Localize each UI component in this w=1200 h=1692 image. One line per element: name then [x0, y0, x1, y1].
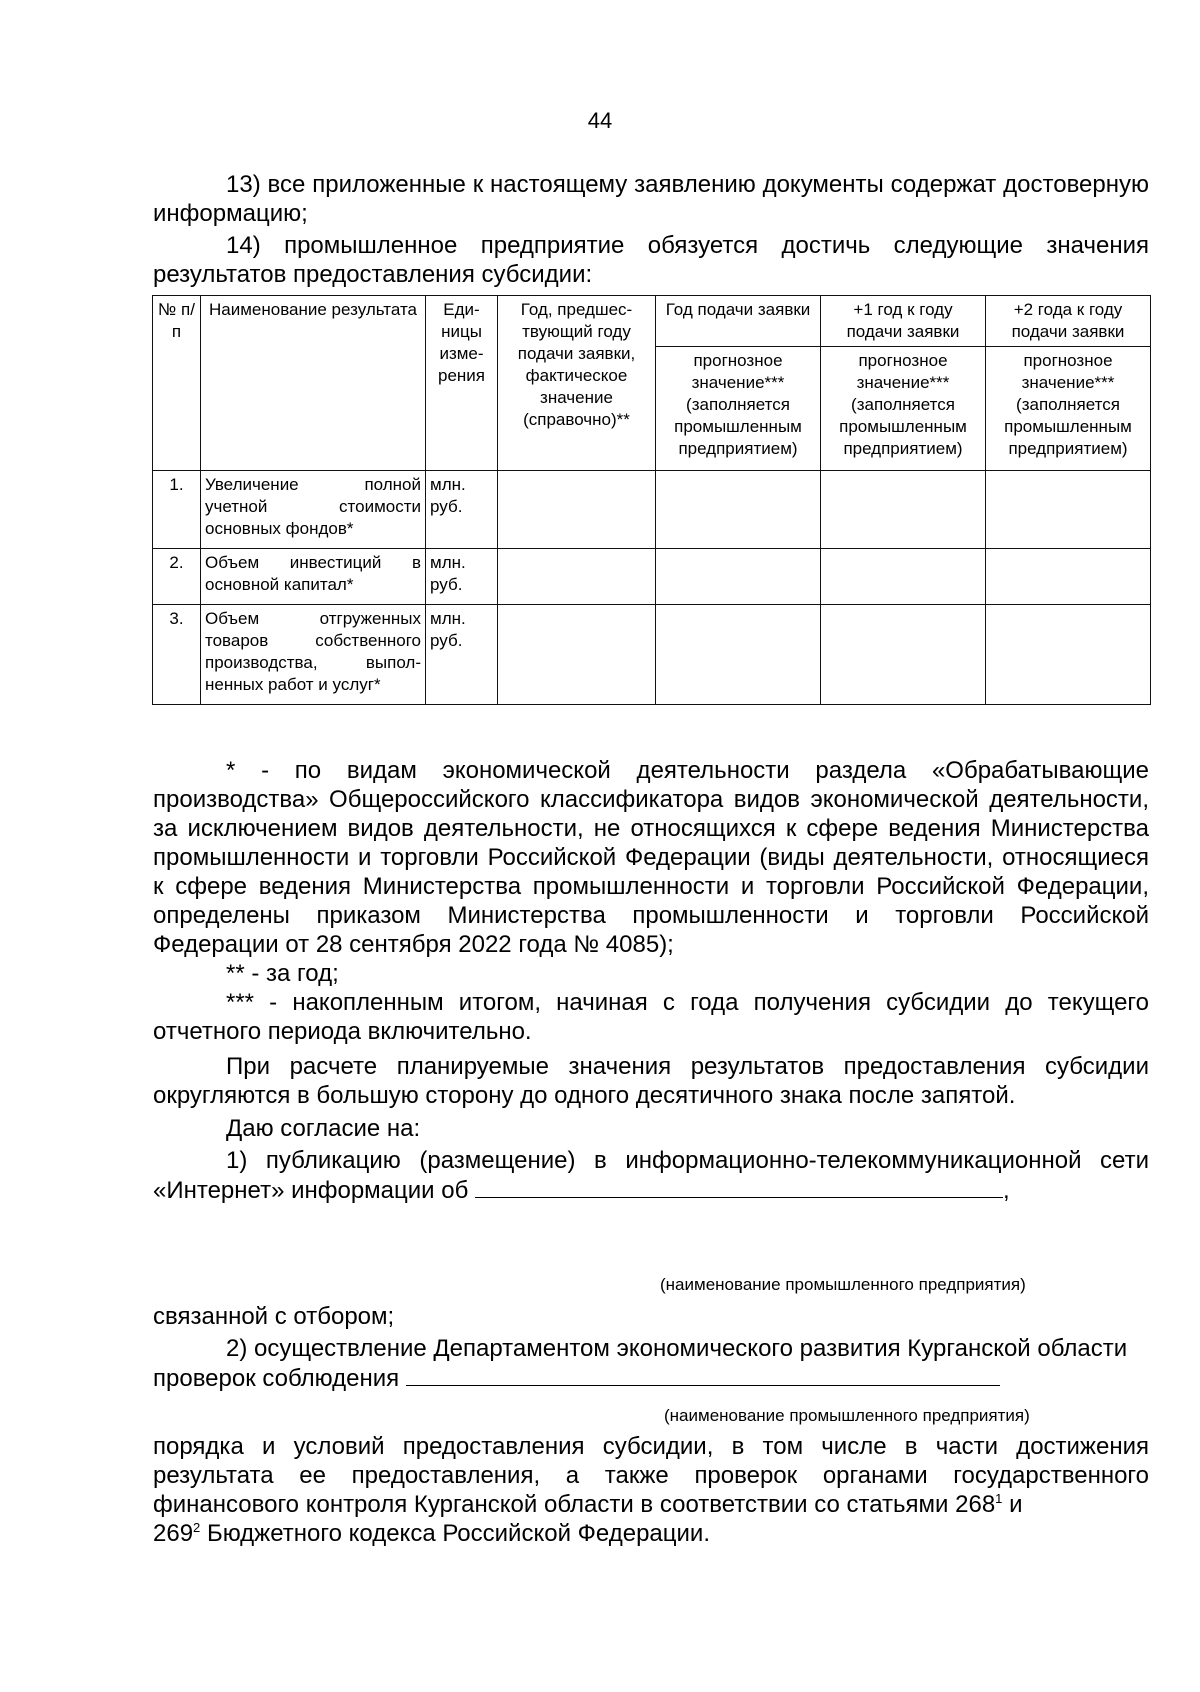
item-14: 14) промышленное предприятие обязуется достичь следующие значения результатов предоставления субсидии: — [153, 232, 1149, 288]
consent-heading: Даю согласие на: — [226, 1115, 421, 1142]
article-269: 269 — [153, 1520, 194, 1547]
blank-caption-2: (наименование промышленного предприятия) — [664, 1406, 1030, 1425]
header-num: № п/п — [153, 296, 201, 471]
row-year-value[interactable] — [656, 549, 821, 605]
header-forecast-year: прогнозное значение*** (заполняется промышленным предприятием) — [656, 347, 821, 471]
header-year-plus2: +2 года к году подачи заявки — [986, 296, 1151, 347]
table-row — [153, 471, 1151, 549]
consent-item-2 — [153, 1334, 1149, 1393]
superscript-2: 2 — [193, 1520, 201, 1535]
row-name: Увеличение полной учетной стоимости основных фондов* — [201, 471, 426, 549]
row-plus2-value[interactable] — [986, 605, 1151, 705]
row-unit: млн. руб. — [426, 605, 498, 705]
row-year-value[interactable] — [656, 605, 821, 705]
row-name: Объем инвестиций в основной капитал* — [201, 549, 426, 605]
company-name-blank-1[interactable] — [475, 1175, 1003, 1198]
consent-item-2-text: 2) осуществление Департаментом экономического развития Курганской области проверок соблюдения — [153, 1335, 1128, 1392]
header-unit: Еди-ницы изме-рения — [426, 296, 498, 471]
row-num: 1. — [153, 471, 201, 549]
superscript-1: 1 — [995, 1491, 1003, 1506]
consent-item-1-end: связанной с отбором; — [153, 1303, 395, 1330]
consent-item-1-text: 1) публикацию (размещение) в информационно-телекоммуникационной сети «Интернет» информации об — [153, 1147, 1149, 1204]
row-year-value[interactable] — [656, 471, 821, 549]
header-forecast-plus1: прогнозное значение*** (заполняется промышленным предприятием) — [821, 347, 986, 471]
consent-final — [153, 1432, 1149, 1548]
row-prev-value[interactable] — [498, 605, 656, 705]
row-plus2-value[interactable] — [986, 471, 1151, 549]
row-prev-value[interactable] — [498, 549, 656, 605]
footnotes — [153, 756, 1149, 1205]
consent-item-2-body: порядка и условий предоставления субсидии, в том числе в части достижения результата ее предоставления, а также проверок органами государственного финансового контроля Курганской области в соответствии со статьями 268 — [153, 1433, 1149, 1518]
row-num: 2. — [153, 549, 201, 605]
row-plus1-value[interactable] — [821, 605, 986, 705]
row-unit: млн. руб. — [426, 549, 498, 605]
header-year-plus1: +1 год к году подачи заявки — [821, 296, 986, 347]
intro-paragraphs — [153, 170, 1149, 289]
item-13: 13) все приложенные к настоящему заявлению документы содержат достоверную информацию; — [153, 171, 1149, 227]
footnote-double-star: ** - за год; — [226, 960, 339, 987]
table-row — [153, 549, 1151, 605]
row-plus2-value[interactable] — [986, 549, 1151, 605]
company-name-blank-2[interactable] — [406, 1363, 1000, 1386]
consent-continued — [153, 1302, 1149, 1393]
footnote-triple-star: *** - накопленным итогом, начиная с года получения субсидии до текущего отчетного периода включительно. — [153, 989, 1149, 1045]
page-number: 44 — [587, 108, 613, 133]
row-name: Объем отгруженных товаров собственного производства, выпол-ненных работ и услуг* — [201, 605, 426, 705]
consent-item-2-end — [153, 1432, 1149, 1548]
consent-item-1 — [153, 1146, 1149, 1205]
table-row — [153, 605, 1151, 705]
row-unit: млн. руб. — [426, 471, 498, 549]
row-prev-value[interactable] — [498, 471, 656, 549]
header-year: Год подачи заявки — [656, 296, 821, 347]
footnote-star: * - по видам экономической деятельности раздела «Обрабатывающие производства» Общероссийского классификатора видов экономической деятельности, за исключением видов деятельности, не относящихся к сфере ведения Министерства промышленности и торговли Российской Федерации (виды деятельности, относящиеся к сфере ведения Министерства промышленности и торговли Российской Федерации, определены приказом Министерства промышленности и торговли Российской Федерации от 28 сентября 2022 года № 4085); — [153, 757, 1149, 958]
results-table — [152, 295, 1151, 705]
conjunction: и — [1002, 1491, 1023, 1518]
comma: , — [1003, 1177, 1010, 1204]
row-num: 3. — [153, 605, 201, 705]
header-name: Наименование результата — [201, 296, 426, 471]
blank-caption-1: (наименование промышленного предприятия) — [660, 1275, 1026, 1294]
row-plus1-value[interactable] — [821, 471, 986, 549]
row-plus1-value[interactable] — [821, 549, 986, 605]
consent-item-2-tail: Бюджетного кодекса Российской Федерации. — [200, 1520, 710, 1547]
header-prev-year: Год, предшес-твующий году подачи заявки, фактическое значение (справочно)** — [498, 296, 656, 471]
header-forecast-plus2: прогнозное значение*** (заполняется промышленным предприятием) — [986, 347, 1151, 471]
rounding-note: При расчете планируемые значения результатов предоставления субсидии округляются в большую сторону до одного десятичного знака после запятой. — [153, 1053, 1149, 1109]
